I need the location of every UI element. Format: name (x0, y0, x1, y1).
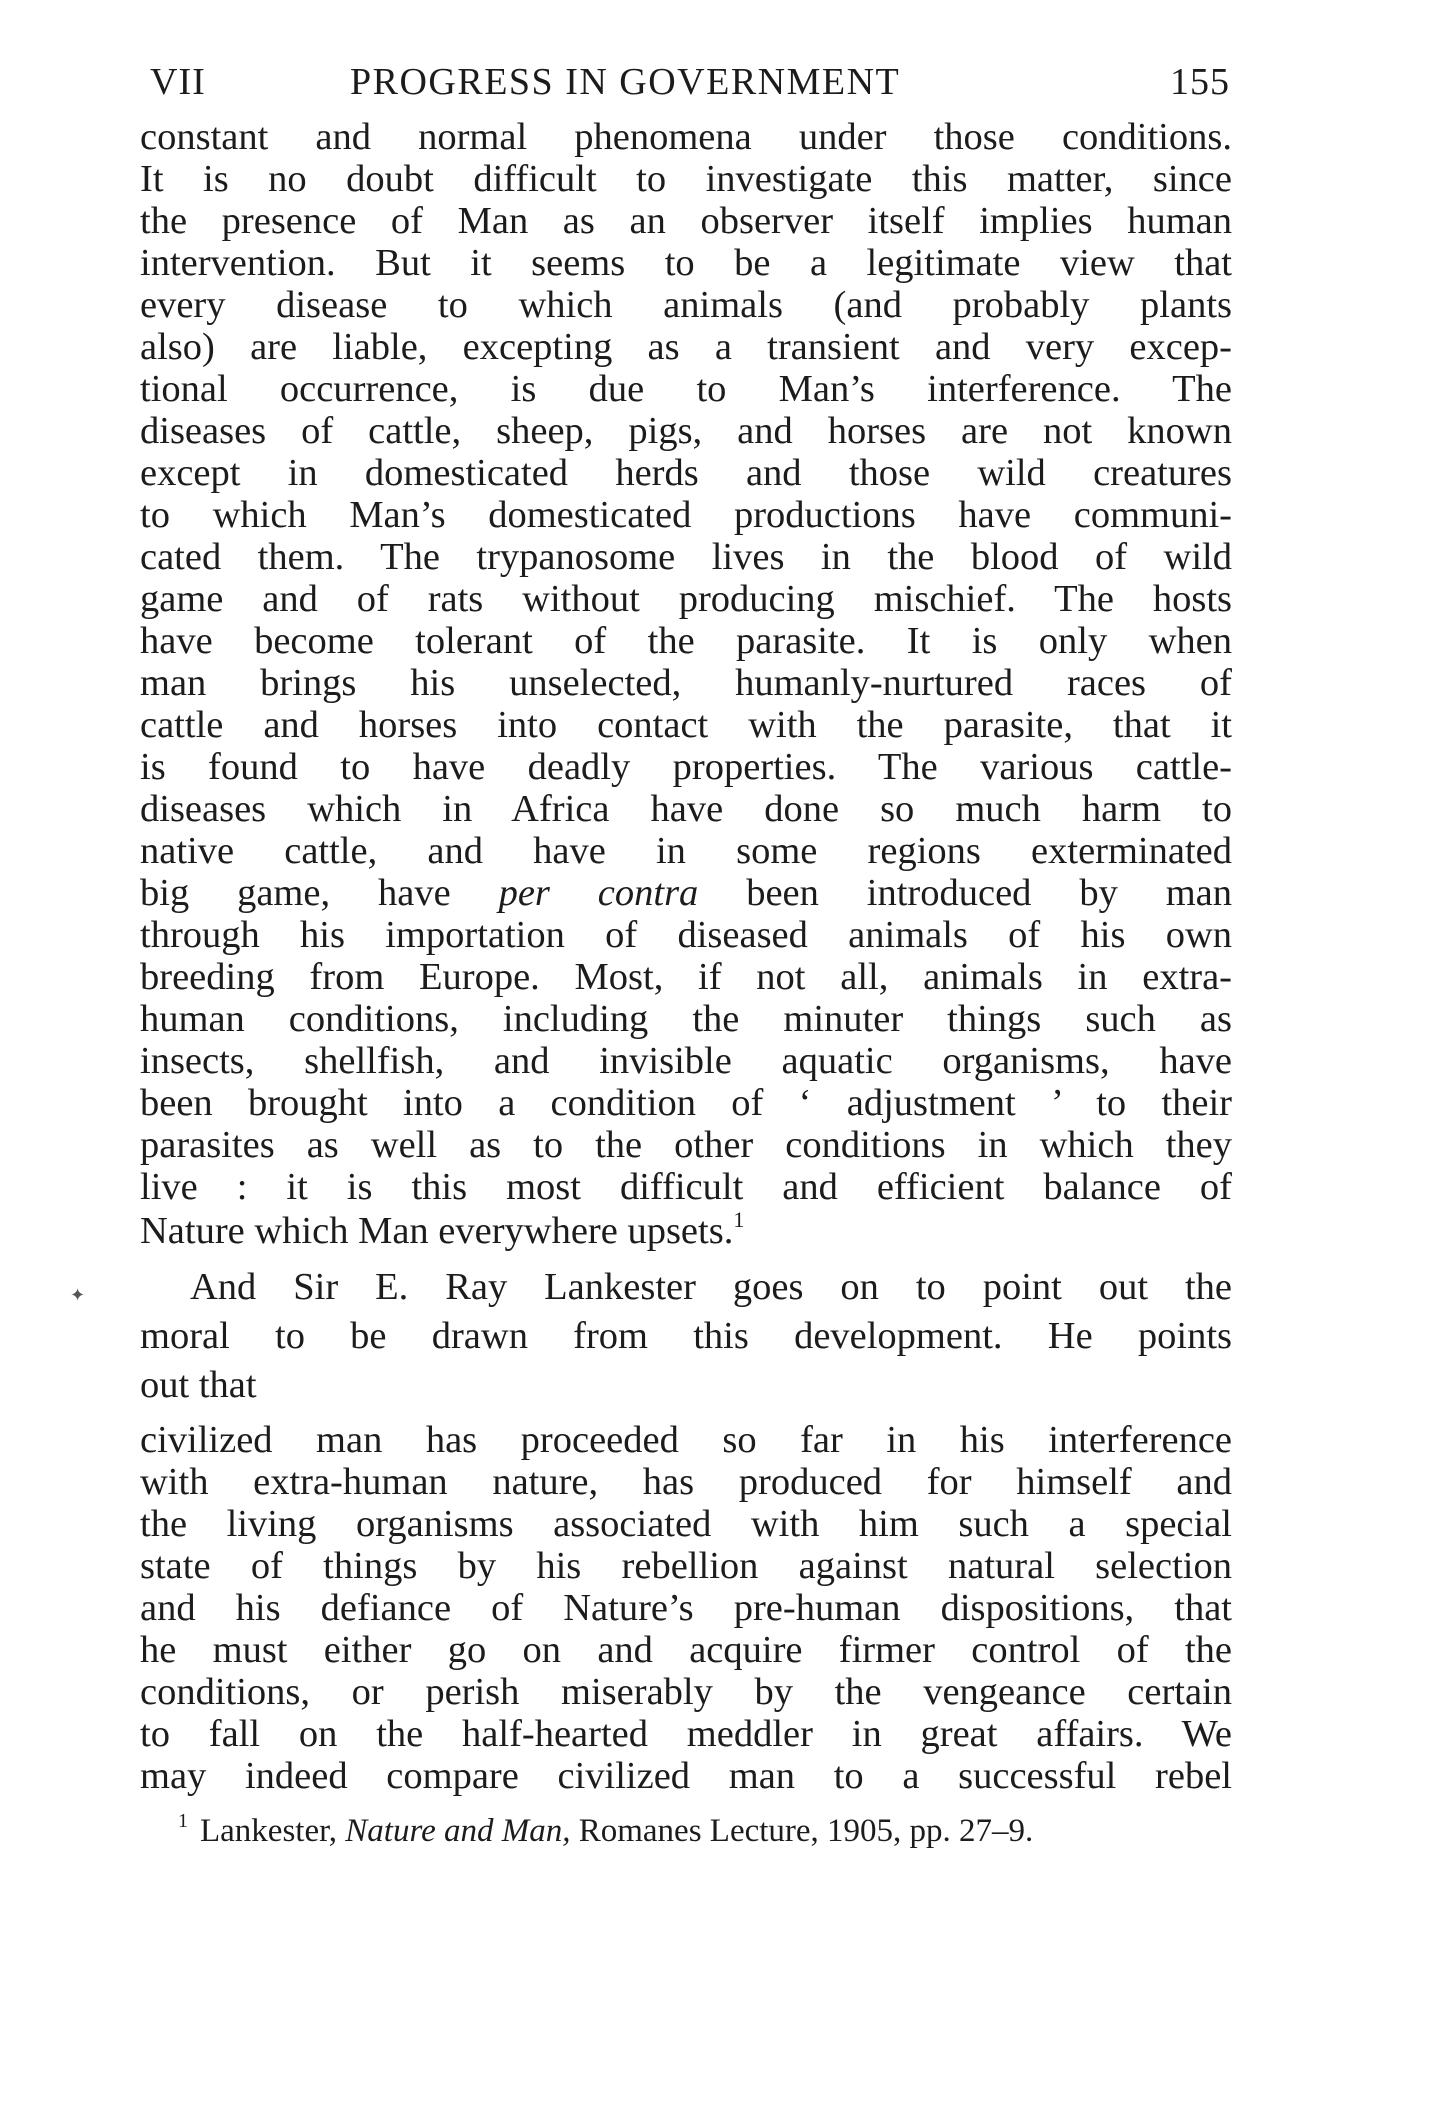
text-line: also) are liable, excepting as a transient and very excep- (140, 326, 1232, 368)
text-line: man brings his unselected, humanly-nurtured races of (140, 662, 1232, 704)
text-line: parasites as well as to the other conditions in which they (140, 1124, 1232, 1166)
text-line: live : it is this most difficult and efficient balance of (140, 1166, 1232, 1208)
text-line: have become tolerant of the parasite. It is only when (140, 620, 1232, 662)
text-line: It is no doubt difficult to investigate this matter, since (140, 158, 1232, 200)
footnote-reference[interactable]: 1 (733, 1207, 745, 1232)
text-line: the presence of Man as an observer itself implies human (140, 200, 1232, 242)
text-line: diseases of cattle, sheep, pigs, and horses are not known (140, 410, 1232, 452)
text-line: is found to have deadly properties. The various cattle- (140, 746, 1232, 788)
text-line (140, 1207, 1232, 1253)
text-line: breeding from Europe. Most, if not all, animals in extra- (140, 956, 1232, 998)
text-line: out that (140, 1364, 257, 1406)
running-title: PROGRESS IN GOVERNMENT (350, 61, 901, 103)
footnote-work-title: Nature and Man, (345, 1813, 571, 1849)
footnote-mark: 1 (178, 1810, 188, 1832)
text-line: native cattle, and have in some regions exterminated (140, 830, 1232, 872)
footnote-details: Romanes Lecture, 1905, pp. 27–9. (570, 1813, 1034, 1849)
text-line: every disease to which animals (and probably plants (140, 284, 1232, 326)
running-header (150, 60, 1230, 110)
text-segment: big game, have (140, 872, 499, 914)
text-line: game and of rats without producing mischief. The hosts (140, 578, 1232, 620)
text-line: state of things by his rebellion against natural selection (140, 1545, 1232, 1587)
italic-phrase: per contra (498, 872, 699, 914)
footnote (178, 1810, 1238, 1850)
text-line: may indeed compare civilized man to a successful rebel (140, 1755, 1232, 1797)
text-line: cated them. The trypanosome lives in the blood of wild (140, 536, 1232, 578)
footnote-author: Lankester, (200, 1813, 346, 1849)
text-line: moral to be drawn from this development. He points (140, 1315, 1232, 1357)
text-line: been brought into a condition of ‘ adjustment ’ to their (140, 1082, 1232, 1124)
chapter-number: VII (150, 61, 206, 103)
text-line: except in domesticated herds and those wild creatures (140, 452, 1232, 494)
text-line: to fall on the half-hearted meddler in great affairs. We (140, 1713, 1232, 1755)
text-line: conditions, or perish miserably by the vengeance certain (140, 1671, 1232, 1713)
text-line: intervention. But it seems to be a legitimate view that (140, 242, 1232, 284)
page-number: 155 (1170, 61, 1230, 103)
text-line (140, 871, 1232, 915)
margin-mark: ✦ (70, 1285, 86, 1305)
text-line: he must either go on and acquire firmer control of the (140, 1629, 1232, 1671)
text-line: and his defiance of Nature’s pre-human dispositions, that (140, 1587, 1232, 1629)
text-line: tional occurrence, is due to Man’s interference. The (140, 368, 1232, 410)
text-line: civilized man has proceeded so far in his interference (140, 1419, 1232, 1461)
text-line: diseases which in Africa have done so much harm to (140, 788, 1232, 830)
text-line: human conditions, including the minuter things such as (140, 998, 1232, 1040)
text-line: to which Man’s domesticated productions have communi- (140, 494, 1232, 536)
text-line: insects, shellfish, and invisible aquatic organisms, have (140, 1040, 1232, 1082)
text-line: cattle and horses into contact with the parasite, that it (140, 704, 1232, 746)
text-line: And Sir E. Ray Lankester goes on to point out the (190, 1266, 1232, 1308)
text-line: with extra-human nature, has produced for himself and (140, 1461, 1232, 1503)
text-segment: been introduced by man (698, 872, 1232, 914)
text-line: through his importation of diseased animals of his own (140, 914, 1232, 956)
text-line: the living organisms associated with him such a special (140, 1503, 1232, 1545)
text-line: constant and normal phenomena under those conditions. (140, 116, 1232, 158)
text-segment: Nature which Man everywhere upsets. (140, 1210, 734, 1252)
